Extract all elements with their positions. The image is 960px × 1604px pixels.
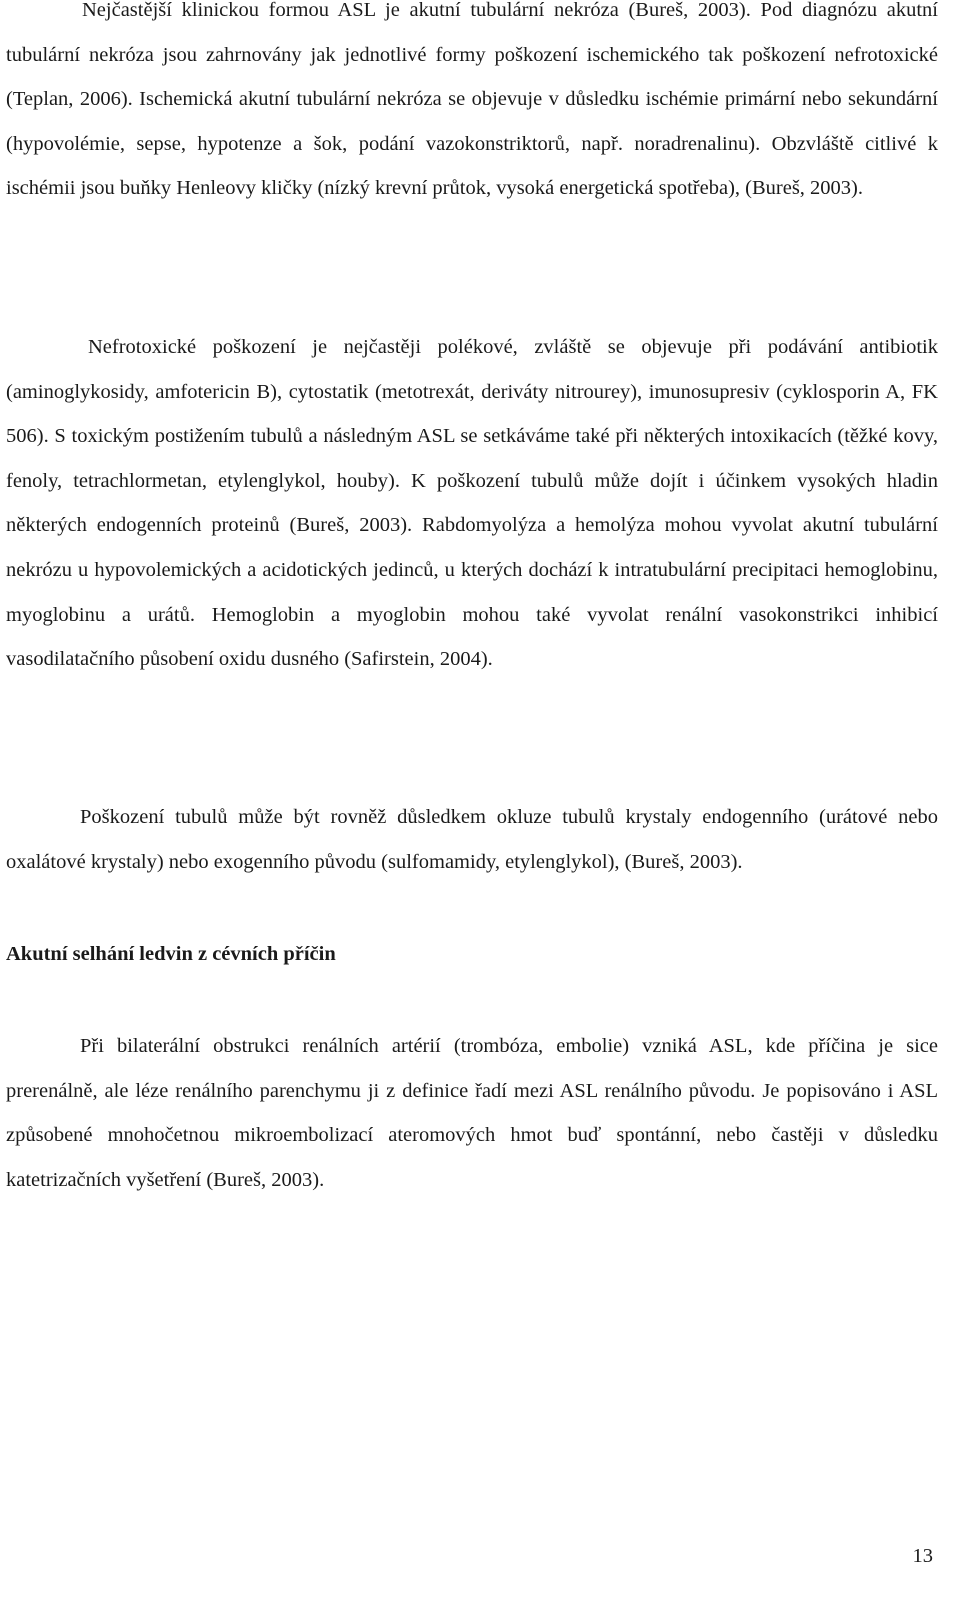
paragraph-acute-tubular-necrosis: Nejčastější klinickou formou ASL je akutní tubulární nekróza (Bureš, 2003). Pod diagnózu akutní tubulární nekróza jsou zahrnovány jak jednotlivé formy poškození ischemického tak poškození nefrotoxické (Teplan, 2006). Ischemická akutní tubulární nekróza se objevuje v důsledku ischémie primární nebo sekundární (hypovolémie, sepse, hypotenze a šok, podání vazokonstriktorů, např. noradrenalinu). Obzvláště citlivé k ischémii jsou buňky Henleovy kličky (nízký krevní průtok, vysoká energetická spotřeba), (Bureš, 2003). [6, 0, 938, 200]
section-heading: Akutní selhání ledvin z cévních příčin [6, 943, 336, 965]
page-number: 13 [912, 1545, 933, 1567]
paragraph-vascular-causes: Při bilaterální obstrukci renálních artérií (trombóza, embolie) vzniká ASL, kde příčina je sice prerenálně, ale léze renálního parenchymu ji z definice řadí mezi ASL renálního původu. Je popisováno i ASL způsobené mnohočetnou mikroembolizací ateromových hmot buď spontánní, nebo častěji v důsledku katetrizačních vyšetření (Bureš, 2003). [6, 1035, 938, 1191]
paragraph-tubule-occlusion: Poškození tubulů může být rovněž důsledkem okluze tubulů krystaly endogenního (urátové nebo oxalátové krystaly) nebo exogenního původu (sulfomamidy, etylenglykol), (Bureš, 2003). [6, 806, 938, 873]
paragraph-nephrotoxic-damage: Nefrotoxické poškození je nejčastěji polékové, zvláště se objevuje při podávání antibiotik (aminoglykosidy, amfotericin B), cytostatik (metotrexát, deriváty nitrourey), imunosupresiv (cyklosporin A, FK 506). S toxickým postižením tubulů a následným ASL se setkáváme také při některých intoxikacích (těžké kovy, fenoly, tetrachlormetan, etylenglykol, houby). K poškození tubulů může dojít i účinkem vysokých hladin některých endogenních proteinů (Bureš, 2003). Rabdomyolýza a hemolýza mohou vyvolat akutní tubulární nekrózu u hypovolemických a acidotických jedinců, u kterých dochází k intratubulární precipitaci hemoglobinu, myoglobinu a urátů. Hemoglobin a myoglobin mohou také vyvolat renální vasokonstrikci inhibicí vasodilatačního působení oxidu dusného (Safirstein, 2004). [6, 336, 938, 671]
